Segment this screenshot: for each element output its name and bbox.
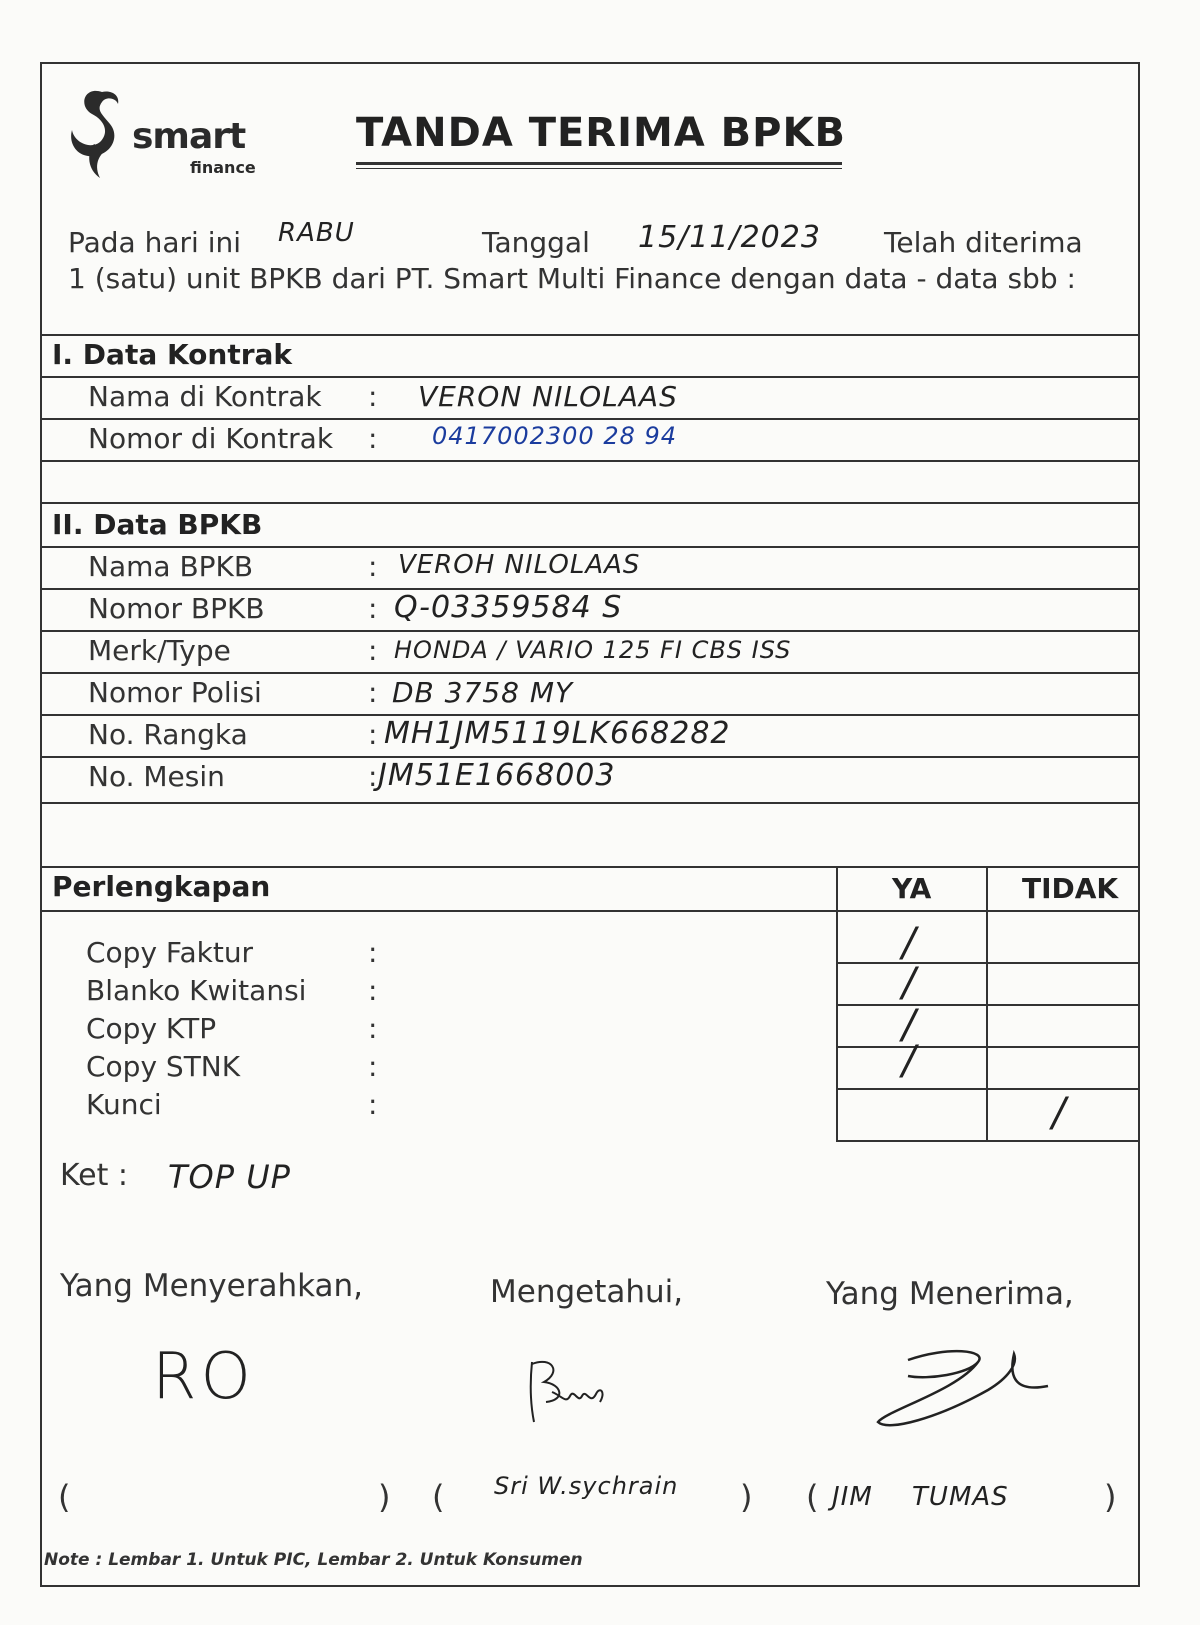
footer-note: Note : Lembar 1. Untuk PIC, Lembar 2. Untuk Konsumen — [44, 1550, 583, 1570]
sign-menerima-name: JIM TUMAS — [832, 1482, 1009, 1512]
check-ya-blanko-kwitansi: / — [902, 960, 917, 1006]
check-ya-copy-stnk: / — [902, 1038, 917, 1084]
bpkb-heading: II. Data BPKB — [52, 508, 263, 541]
kontrak-nomor-label: Nomor di Kontrak — [88, 422, 334, 455]
intro-telah-diterima: Telah diterima — [884, 226, 1083, 259]
intro-line2: 1 (satu) unit BPKB dari PT. Smart Multi Finance dengan data - data sbb : — [68, 262, 1076, 295]
paren-close: ) — [378, 1478, 391, 1516]
bpkb-polisi-label: Nomor Polisi — [88, 676, 262, 709]
grid-line — [836, 1088, 1140, 1090]
intro-tanggal-value: 15/11/2023 — [638, 220, 821, 255]
divider — [40, 630, 1140, 632]
signature-menyerahkan: RO — [152, 1340, 255, 1414]
bpkb-mesin-colon: : — [368, 760, 378, 793]
item-colon: : — [368, 974, 378, 1007]
signature-mengetahui — [522, 1352, 612, 1432]
kontrak-nama-label: Nama di Kontrak — [88, 380, 322, 413]
bpkb-polisi-value: DB 3758 MY — [392, 676, 574, 709]
smart-finance-logo — [64, 84, 264, 184]
paren-open: ( — [432, 1478, 445, 1516]
sign-menerima-label: Yang Menerima, — [826, 1276, 1074, 1312]
bpkb-nomor-colon: : — [368, 592, 378, 625]
paren-open: ( — [806, 1478, 819, 1516]
grid-line — [836, 1004, 1140, 1006]
check-ya-copy-ktp: / — [902, 1002, 917, 1048]
sign-mengetahui-label: Mengetahui, — [490, 1274, 684, 1310]
item-copy-stnk: Copy STNK — [86, 1050, 241, 1083]
divider — [40, 334, 1140, 336]
grid-line — [836, 962, 1140, 964]
check-tidak-kunci: / — [1052, 1090, 1067, 1136]
paren-close: ) — [1104, 1478, 1117, 1516]
signature-menerima — [868, 1340, 1058, 1440]
bpkb-rangka-colon: : — [368, 718, 378, 751]
ket-label: Ket : — [60, 1158, 129, 1193]
kontrak-nama-colon: : — [368, 380, 378, 413]
title-underline-2 — [356, 168, 842, 169]
item-colon: : — [368, 1012, 378, 1045]
logo-brand: smart — [132, 116, 246, 157]
kontrak-heading: I. Data Kontrak — [52, 338, 293, 371]
divider — [40, 672, 1140, 674]
item-colon: : — [368, 1050, 378, 1083]
kontrak-nomor-value: 0417002300 28 94 — [432, 422, 678, 450]
perlengkapan-heading: Perlengkapan — [52, 870, 271, 903]
grid-line — [836, 1046, 1140, 1048]
grid-line — [836, 1140, 1140, 1142]
divider — [40, 418, 1140, 420]
divider — [40, 460, 1140, 462]
item-kunci: Kunci — [86, 1088, 162, 1121]
item-blanko-kwitansi: Blanko Kwitansi — [86, 974, 307, 1007]
col-ya-header: YA — [892, 872, 932, 905]
kontrak-nama-value: VERON NILOLAAS — [418, 380, 678, 413]
bpkb-polisi-colon: : — [368, 676, 378, 709]
bpkb-merk-label: Merk/Type — [88, 634, 231, 667]
item-colon: : — [368, 1088, 378, 1121]
bpkb-mesin-value: JM51E1668003 — [378, 758, 616, 793]
bpkb-merk-colon: : — [368, 634, 378, 667]
intro-pada-hari-ini: Pada hari ini — [68, 226, 242, 259]
intro-tanggal-label: Tanggal — [482, 226, 590, 259]
intro-hari-value: RABU — [278, 218, 355, 248]
kontrak-nomor-colon: : — [368, 422, 378, 455]
divider — [40, 910, 1140, 912]
divider — [40, 802, 1140, 804]
bpkb-rangka-label: No. Rangka — [88, 718, 248, 751]
item-colon: : — [368, 936, 378, 969]
ket-value: TOP UP — [168, 1158, 291, 1196]
document-title: TANDA TERIMA BPKB — [356, 110, 846, 156]
bpkb-mesin-label: No. Mesin — [88, 760, 225, 793]
bpkb-nama-label: Nama BPKB — [88, 550, 254, 583]
bpkb-nomor-value: Q-03359584 S — [394, 590, 623, 625]
title-underline — [356, 162, 842, 165]
smart-flower-icon — [64, 84, 134, 184]
bpkb-merk-value: HONDA / VARIO 125 FI CBS ISS — [394, 636, 792, 664]
check-ya-copy-faktur: / — [902, 920, 917, 966]
paren-open: ( — [58, 1478, 71, 1516]
sign-mengetahui-name: Sri W.sychrain — [494, 1472, 679, 1500]
item-copy-ktp: Copy KTP — [86, 1012, 217, 1045]
paren-close: ) — [740, 1478, 753, 1516]
item-copy-faktur: Copy Faktur — [86, 936, 254, 969]
divider — [40, 376, 1140, 378]
bpkb-nomor-label: Nomor BPKB — [88, 592, 265, 625]
divider — [40, 866, 1140, 868]
col-tidak-header: TIDAK — [1022, 872, 1119, 905]
divider — [40, 546, 1140, 548]
bpkb-nama-colon: : — [368, 550, 378, 583]
bpkb-nama-value: VEROH NILOLAAS — [398, 550, 641, 580]
bpkb-rangka-value: MH1JM5119LK668282 — [384, 716, 731, 751]
logo-sub: finance — [190, 158, 256, 177]
divider — [40, 502, 1140, 504]
sign-menyerahkan-label: Yang Menyerahkan, — [60, 1268, 364, 1304]
